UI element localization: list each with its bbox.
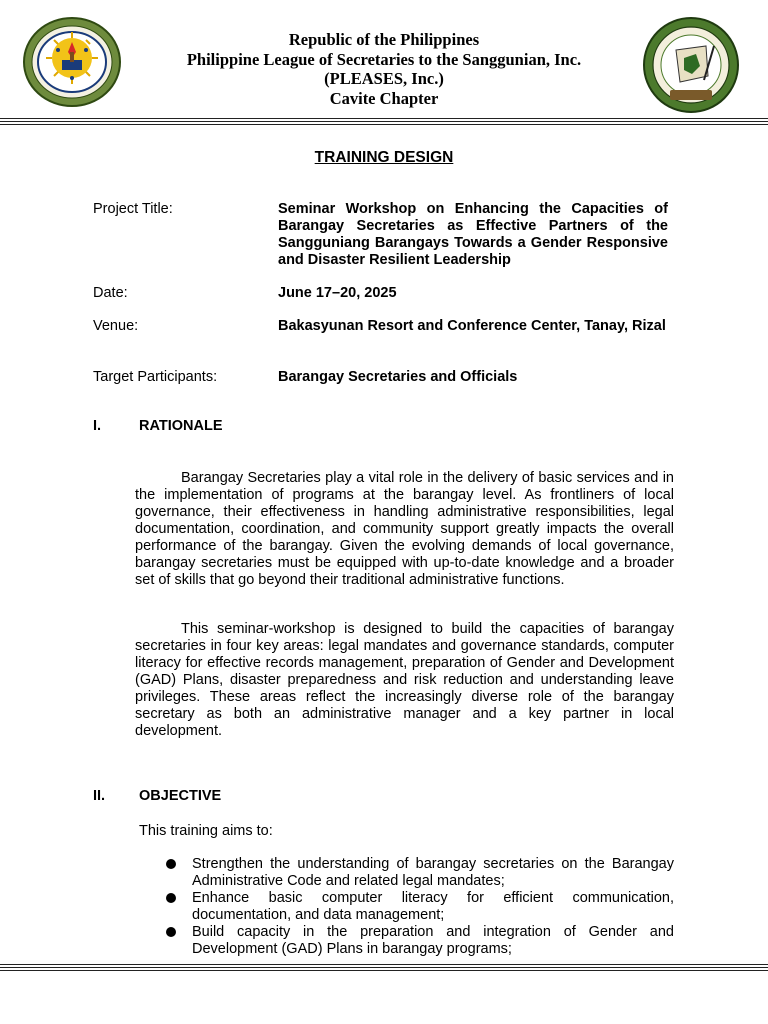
footer-rule <box>0 964 768 965</box>
bullet-icon <box>166 859 176 869</box>
footer-rule <box>0 970 768 971</box>
section-number: II. <box>93 788 106 804</box>
info-value: Seminar Workshop on Enhancing the Capacities of Barangay Secretaries as Effective Partners of the Sangguniang Barangays Towards a Gender Responsive and Disaster Resilient Leadership <box>278 201 668 268</box>
header-rule <box>0 121 768 122</box>
header-line-country: Republic of the Philippines <box>288 30 480 49</box>
pleases-seal-icon <box>22 16 122 108</box>
header-line-chapter: Cavite Chapter <box>329 88 439 108</box>
info-label: Project Title: <box>93 201 173 217</box>
header-rule <box>0 124 768 125</box>
header-rule <box>0 118 768 119</box>
document-title: TRAINING DESIGN <box>314 149 454 166</box>
objective-intro: This training aims to: <box>139 823 273 839</box>
info-label: Date: <box>93 285 128 301</box>
bullet-icon <box>166 927 176 937</box>
section-title: OBJECTIVE <box>139 788 222 804</box>
list-item-text: Enhance basic computer literacy for efficient communication, documentation, and data management; <box>192 890 674 923</box>
section-title: RATIONALE <box>139 418 223 434</box>
rationale-paragraph: This seminar-workshop is designed to build the capacities of barangay secretaries in four key areas: legal mandates and governance standards, computer literacy for effective records management, preparation of Gender and Development (GAD) Plans, disaster preparedness and risk reduction and understanding leave privileges. These areas reflect the increasingly diverse role of the barangay secretary as both an administrative manager and a key partner in local development. <box>135 621 674 739</box>
rationale-paragraph: Barangay Secretaries play a vital role in the delivery of basic services and in the implementation of programs at the barangay level. As frontliners of local governance, their effectiveness in handling administrative responsibilities, legal documentation, coordination, and community support greatly impacts the overall performance of the barangay. Given the evolving demands of local governance, barangay secretaries must be equipped with up-to-date knowledge and a broader set of skills that go beyond their traditional administrative functions. <box>135 470 674 588</box>
info-label: Venue: <box>93 318 139 334</box>
header-line-organization: Philippine League of Secretaries to the Sanggunian, Inc. <box>186 49 582 69</box>
header-line-acronym: (PLEASES, Inc.) <box>324 69 444 88</box>
letterhead <box>0 0 768 128</box>
info-value: June 17–20, 2025 <box>278 285 397 301</box>
section-number: I. <box>93 418 102 434</box>
footer-rule <box>0 967 768 968</box>
objective-list <box>160 856 674 958</box>
list-item <box>160 890 674 924</box>
info-value: Bakasyunan Resort and Conference Center, Tanay, Rizal <box>278 318 666 334</box>
cavite-league-seal-icon <box>640 16 742 114</box>
info-label: Target Participants: <box>93 369 218 385</box>
list-item <box>160 924 674 958</box>
list-item-text: Strengthen the understanding of barangay secretaries on the Barangay Administrative Code and related legal mandates; <box>192 856 674 889</box>
bullet-icon <box>166 893 176 903</box>
list-item-text: Build capacity in the preparation and integration of Gender and Development (GAD) Plans in barangay programs; <box>192 924 674 957</box>
info-value: Barangay Secretaries and Officials <box>278 369 518 385</box>
letterhead-text <box>130 30 638 108</box>
list-item <box>160 856 674 890</box>
